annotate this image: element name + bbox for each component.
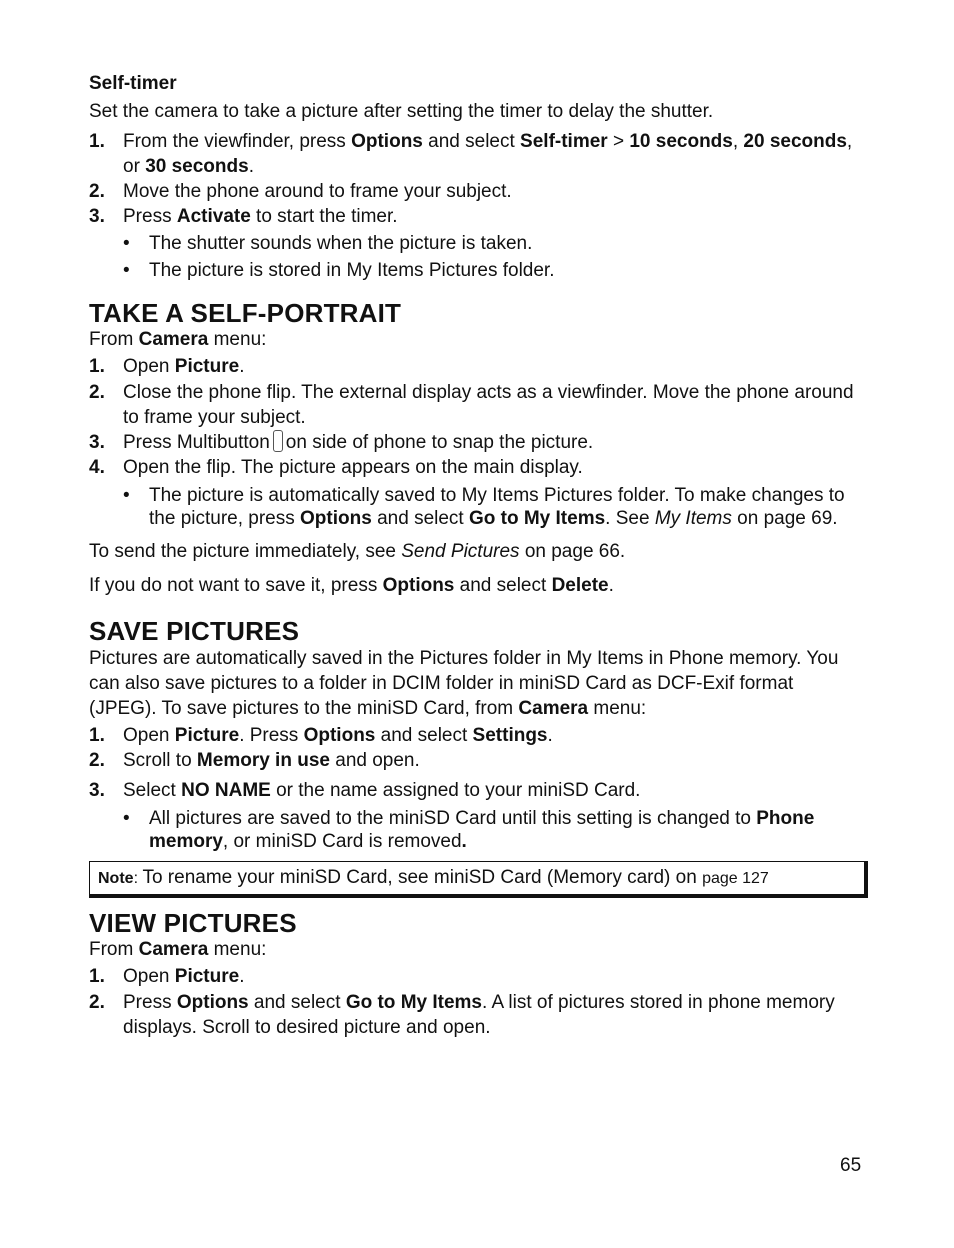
self-portrait-send: To send the picture immediately, see Send Pictures on page 66. xyxy=(89,541,626,562)
multibutton-icon xyxy=(273,430,283,452)
self-portrait-step-1: 1. Open Picture. xyxy=(89,356,245,377)
self-timer-bullet-1: • The shutter sounds when the picture is taken. xyxy=(123,233,533,254)
self-portrait-step-3: 3. Press Multibutton on side of phone to snap the picture. xyxy=(89,432,594,453)
note-label: Note xyxy=(98,870,134,887)
save-pictures-intro: Pictures are automatically saved in the Pictures folder in My Items in Phone memory. You can also save pictures to a folder in DCIM folder in miniSD Card as DCF-Exif format (JPEG). To save pictures to the miniSD Card, from Camera menu: xyxy=(89,648,839,719)
self-timer-section xyxy=(89,72,865,282)
save-bullet: • All pictures are saved to the miniSD Card until this setting is changed to Phone memory, or miniSD Card is removed. xyxy=(123,808,815,852)
save-step-1: 1. Open Picture. Press Options and select Settings. xyxy=(89,725,553,746)
self-portrait-heading: TAKE A SELF-PORTRAIT xyxy=(89,298,402,328)
self-timer-intro: Set the camera to take a picture after setting the timer to delay the shutter. xyxy=(89,101,714,122)
self-timer-heading: Self-timer xyxy=(89,73,177,94)
self-portrait-section xyxy=(89,298,865,598)
note-box: Note: To rename your miniSD Card, see miniSD Card (Memory card) on page 127 xyxy=(89,861,868,898)
self-portrait-delete: If you do not want to save it, press Options and select Delete. xyxy=(89,575,614,596)
page-content xyxy=(89,72,865,1040)
note-page-ref: page 127 xyxy=(702,870,769,887)
view-step-1: 1. Open Picture. xyxy=(89,966,245,987)
save-pictures-section xyxy=(89,616,865,898)
save-step-3: 3. Select NO NAME or the name assigned to your miniSD Card. xyxy=(89,780,641,801)
page-number: 65 xyxy=(840,1155,862,1176)
note-text: To rename your miniSD Card, see miniSD Card (Memory card) on xyxy=(142,867,703,888)
self-portrait-step-2: 2. Close the phone flip. The external display acts as a viewfinder. Move the phone around to frame your subject. xyxy=(89,382,854,428)
view-pictures-heading: VIEW PICTURES xyxy=(89,908,297,938)
self-timer-step-2: 2. Move the phone around to frame your subject. xyxy=(89,181,512,202)
self-timer-step-3: 3. Press Activate to start the timer. xyxy=(89,206,398,227)
self-portrait-from: From Camera menu: xyxy=(89,329,267,350)
save-step-2: 2. Scroll to Memory in use and open. xyxy=(89,750,420,771)
self-portrait-bullet: • The picture is automatically saved to My Items Pictures folder. To make changes to the picture, press Options and select Go to My Items. See My Items on page 69. xyxy=(123,485,845,529)
self-portrait-step-4: 4. Open the flip. The picture appears on the main display. xyxy=(89,457,583,478)
save-pictures-heading: SAVE PICTURES xyxy=(89,616,300,646)
view-pictures-from: From Camera menu: xyxy=(89,939,267,960)
view-step-2: 2. Press Options and select Go to My Items. A list of pictures stored in phone memory displays. Scroll to desired picture and open. xyxy=(89,992,835,1038)
view-pictures-section xyxy=(89,908,865,1040)
self-timer-bullet-2: • The picture is stored in My Items Pictures folder. xyxy=(123,260,555,281)
self-timer-step-1: 1. From the viewfinder, press Options and select Self-timer > 10 seconds, 20 seconds, or 30 seconds. xyxy=(89,131,853,177)
